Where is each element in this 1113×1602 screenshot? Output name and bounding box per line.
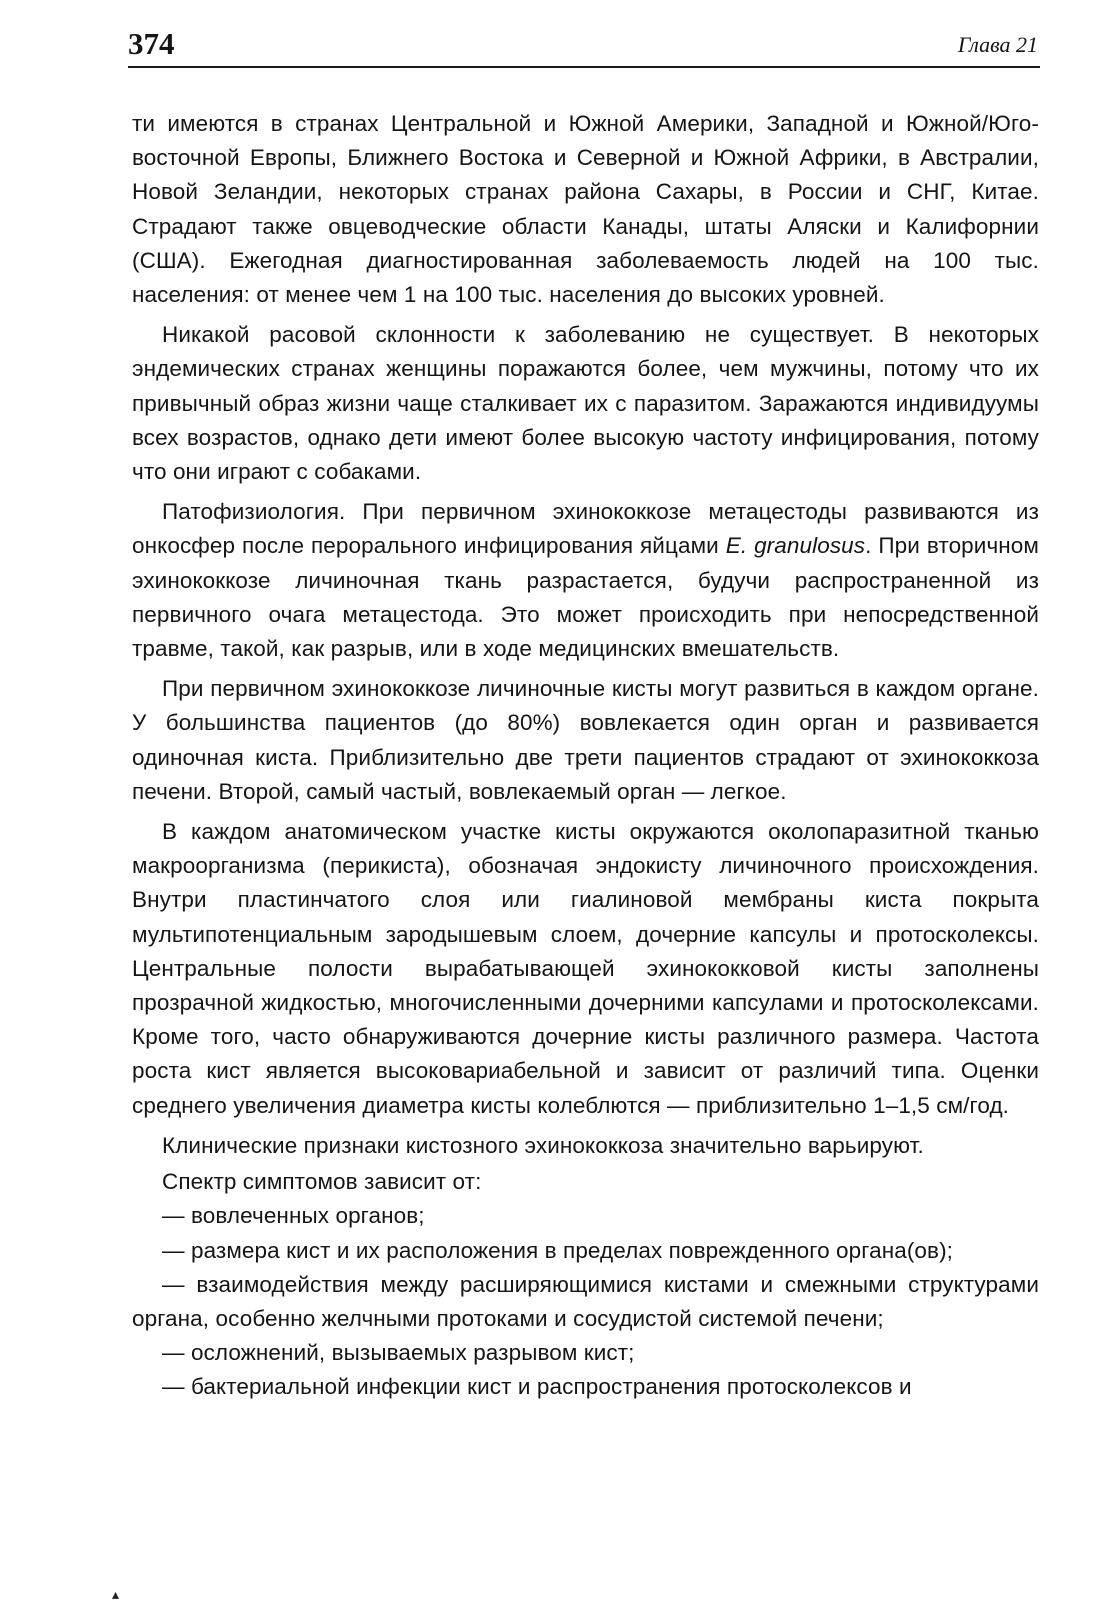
pathophysiology-text-end: . При вторичном эхинококкозе личиночная ткань разрастается, будучи распространенной из первичного очага метацестода. Это может происходить при непосредственной травме, такой, как разрыв, или в ходе медицинских вмешательств. <box>132 533 1039 662</box>
running-header <box>128 22 1040 68</box>
scan-speck: ▴ <box>112 1586 120 1602</box>
list-item: — бактериальной инфекции кист и распространения протосколексов и <box>162 1374 912 1400</box>
chapter-title: Глава 21 <box>957 32 1038 57</box>
paragraph-primary-cysts: При первичном эхинококкозе личиночные кисты могут развиться в каждом органе. У большинства пациентов (до 80%) вовлекается один орган и развивается одиночная киста. Приблизительно две трети пациентов страдают от эхинококкоза печени. Второй, самый частый, вовлекаемый орган — легкое. <box>132 676 1039 804</box>
paragraph-clinical-signs: Клинические признаки кистозного эхинококкоза значительно варьируют. <box>162 1132 924 1158</box>
page-number: 374 <box>128 26 175 61</box>
paragraph-cyst-structure: В каждом анатомическом участке кисты окружаются околопаразитной тканью макроорганизма (перикиста), обозначая эндокисту личиночного происхождения. Внутри пластинчатого слоя или гиалиновой мембраны киста покрыта мультипотенциальным зародышевым слоем, дочерние капсулы и протосколексы. Центральные полости вырабатывающей эхинококковой кисты заполнены прозрачной жидкостью, многочисленными дочерними капсулами и протосколексами. Кроме того, часто обнаруживаются дочерние кисты различного размера. Частота роста кист является высоковариабельной и зависит от различий типа. Оценки среднего увеличения диаметра кисты колеблются — приблизительно 1–1,5 см/год. <box>132 819 1039 1118</box>
pathophysiology-text-start: Патофизиология. При первичном эхинококкозе метацестоды развиваются из онкосфер после перорального инфицирования яйцами <box>132 499 1039 559</box>
paragraph-pathophysiology <box>132 495 1039 666</box>
list-item: — взаимодействия между расширяющимися кистами и смежными структурами органа, особенно желчными протоками и сосудистой системой печени; <box>132 1271 1039 1331</box>
list-item: — осложнений, вызываемых разрывом кист; <box>162 1340 635 1366</box>
list-item: — вовлеченных органов; <box>162 1203 425 1229</box>
body-text <box>132 107 1039 1405</box>
paragraph-continuation: ти имеются в странах Центральной и Южной Америки, Западной и Южной/Юго-восточной Европы, Ближнего Востока и Северной и Южной Африки, в Австралии, Новой Зеландии, некоторых странах района Сахары, в России и СНГ, Китае. Страдают также овцеводческие области Канады, штаты Аляски и Калифорнии (США). Ежегодная диагностированная заболеваемость людей на 100 тыс. населения: от менее чем 1 на 100 тыс. населения до высоких уровней. <box>132 111 1039 308</box>
list-intro: Спектр симптомов зависит от: <box>162 1169 482 1195</box>
paragraph-epidemiology: Никакой расовой склонности к заболеванию не существует. В некоторых эндемических странах женщины поражаются более, чем мужчины, потому что их привычный образ жизни чаще сталкивает их с паразитом. Заражаются индивидуумы всех возрастов, однако дети имеют более высокую частоту инфицирования, потому что они играют с собаками. <box>132 322 1039 485</box>
species-name: E. granulosus <box>725 533 866 559</box>
list-item: — размера кист и их расположения в пределах поврежденного органа(ов); <box>162 1237 954 1263</box>
